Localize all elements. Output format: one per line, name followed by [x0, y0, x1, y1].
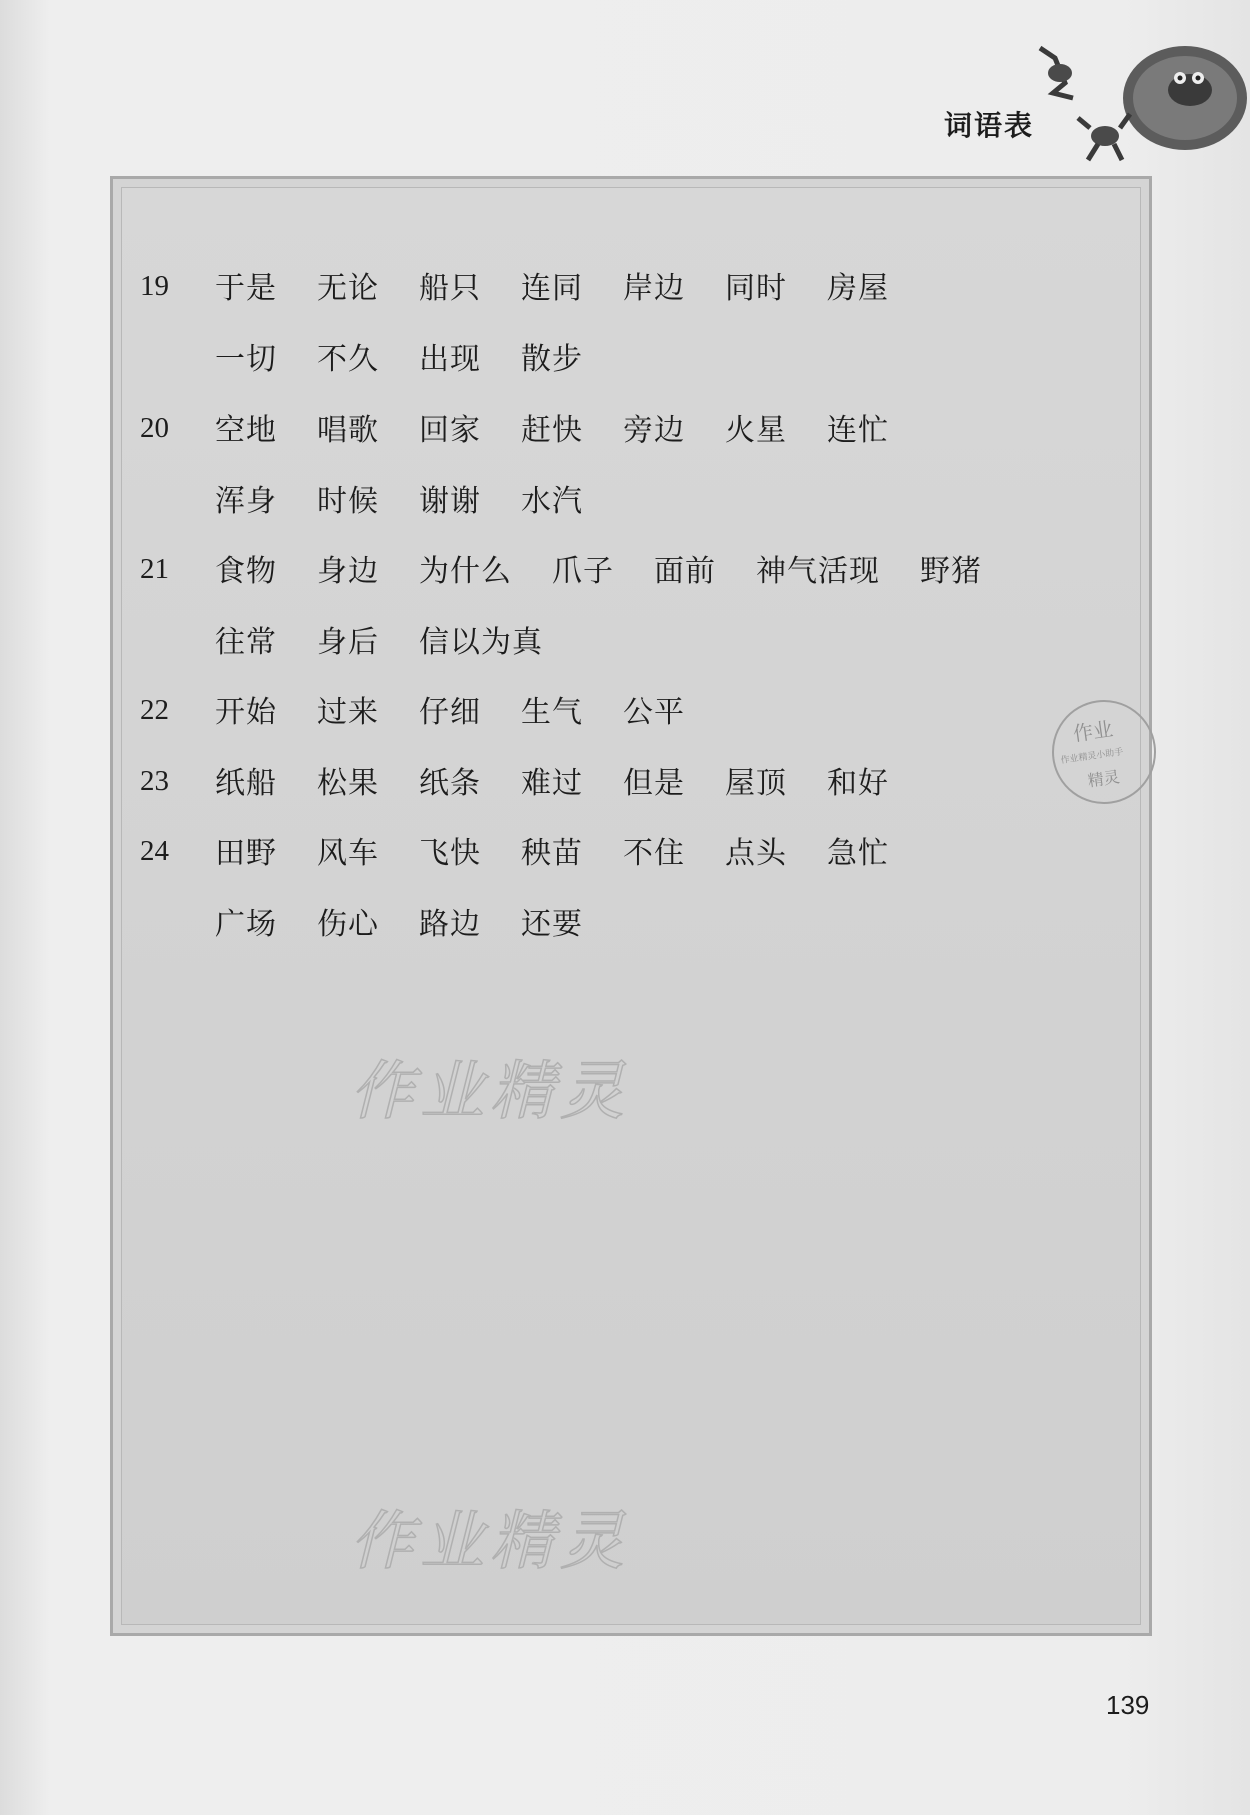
word: 难过 [521, 766, 583, 801]
word-list [215, 412, 1015, 554]
word: 广场 [215, 907, 277, 942]
word: 谢谢 [419, 484, 481, 519]
word: 仔细 [419, 695, 481, 730]
lesson-number: 19 [140, 270, 169, 302]
word: 飞快 [419, 836, 481, 871]
word: 无论 [317, 271, 379, 306]
word: 同时 [725, 271, 787, 306]
word: 信以为真 [419, 625, 543, 660]
word: 点头 [725, 836, 787, 871]
lesson-number: 23 [140, 765, 169, 797]
word: 身边 [317, 554, 379, 589]
word: 风车 [317, 836, 379, 871]
word: 松果 [317, 766, 379, 801]
word: 岸边 [623, 271, 685, 306]
word: 田野 [215, 836, 277, 871]
word: 急忙 [827, 836, 889, 871]
word: 火星 [725, 413, 787, 448]
word: 还要 [521, 907, 583, 942]
lesson-number: 20 [140, 412, 169, 444]
word: 为什么 [419, 554, 512, 589]
word: 连同 [521, 271, 583, 306]
word: 伤心 [317, 907, 379, 942]
word: 散步 [521, 342, 583, 377]
stamp-middle-text: 作业精灵小助手 [1060, 747, 1124, 767]
word: 开始 [215, 695, 277, 730]
word: 赶快 [521, 413, 583, 448]
word: 旁边 [623, 413, 685, 448]
word: 神气活现 [756, 554, 880, 589]
lesson-number: 21 [140, 553, 169, 585]
lesson-number: 22 [140, 694, 169, 726]
word: 时候 [317, 484, 379, 519]
word: 生气 [521, 695, 583, 730]
word: 房屋 [827, 271, 889, 306]
watermark: 作业精灵 [350, 1505, 630, 1579]
word: 路边 [419, 907, 481, 942]
word: 秧苗 [521, 836, 583, 871]
word: 回家 [419, 413, 481, 448]
word-list [215, 694, 1015, 765]
word: 公平 [623, 695, 685, 730]
word: 过来 [317, 695, 379, 730]
word: 纸船 [215, 766, 277, 801]
word: 但是 [623, 766, 685, 801]
section-title: 词语表 [944, 109, 1035, 142]
word-list [215, 270, 1015, 412]
word: 不住 [623, 836, 685, 871]
word: 出现 [419, 342, 481, 377]
watermark: 作业精灵 [350, 1055, 630, 1129]
word: 面前 [654, 554, 716, 589]
word: 和好 [827, 766, 889, 801]
word: 食物 [215, 554, 277, 589]
word: 空地 [215, 413, 277, 448]
word: 往常 [215, 625, 277, 660]
word-list [215, 765, 1015, 836]
stamp-bottom-text: 精灵 [1086, 767, 1121, 791]
word: 纸条 [419, 766, 481, 801]
word: 于是 [215, 271, 277, 306]
word: 连忙 [827, 413, 889, 448]
word: 一切 [215, 342, 277, 377]
word: 野猪 [920, 554, 982, 589]
word: 浑身 [215, 484, 277, 519]
page-number: 139 [1106, 1690, 1150, 1720]
word: 水汽 [521, 484, 583, 519]
word: 唱歌 [317, 413, 379, 448]
frog-illustration [1020, 28, 1250, 168]
lesson-number: 24 [140, 835, 169, 867]
word-list [215, 835, 1015, 977]
word: 船只 [419, 271, 481, 306]
word: 爪子 [552, 554, 614, 589]
word: 不久 [317, 342, 379, 377]
word: 屋顶 [725, 766, 787, 801]
word-list [215, 553, 1015, 695]
word: 身后 [317, 625, 379, 660]
stamp-top-text: 作业 [1071, 716, 1115, 746]
